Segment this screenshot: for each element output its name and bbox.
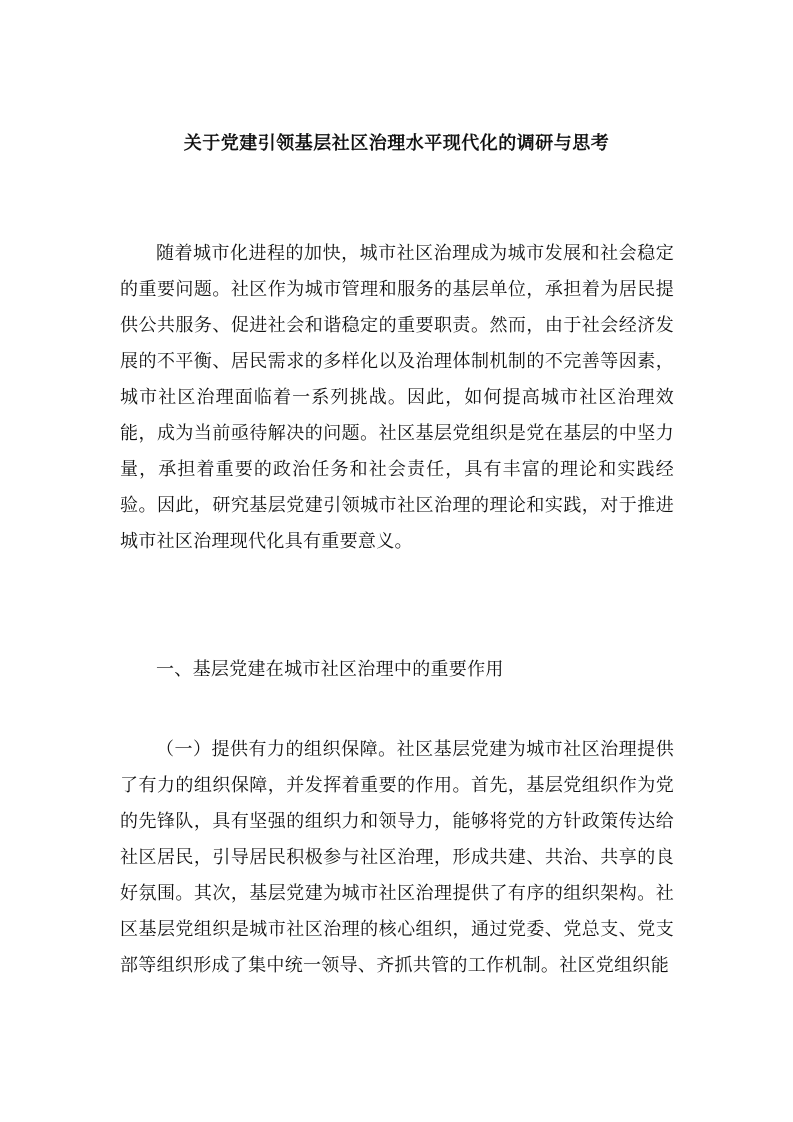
- document-title: 关于党建引领基层社区治理水平现代化的调研与思考: [183, 133, 610, 154]
- intro-paragraph: 随着城市化进程的加快，城市社区治理成为城市发展和社会稳定的重要问题。社区作为城市管理和服务的基层单位，承担着为居民提供公共服务、促进社会和谐稳定的重要职责。然而，由于社会经济发展的不平衡、居民需求的多样化以及治理体制机制的不完善等因素，城市社区治理面临着一系列挑战。因此，如何提高城市社区治理效能，成为当前亟待解决的问题。社区基层党组织是党在基层的中坚力量，承担着重要的政治任务和社会责任，具有丰富的理论和实践经验。因此，研究基层党建引领城市社区治理的理论和实践，对于推进城市社区治理现代化具有重要意义。: [120, 243, 674, 552]
- section-paragraph: （一）提供有力的组织保障。社区基层党建为城市社区治理提供了有力的组织保障，并发挥着重要的作用。首先，基层党组织作为党的先锋队，具有坚强的组织力和领导力，能够将党的方针政策传达给社区居民，引导居民积极参与社区治理，形成共建、共治、共享的良好氛围。其次，基层党建为城市社区治理提供了有序的组织架构。社区基层党组织是城市社区治理的核心组织，通过党委、党总支、党支部等组织形成了集中统一领导、齐抓共管的工作机制。社区党组织能: [120, 739, 674, 976]
- section-heading: 一、基层党建在城市社区治理中的重要作用: [156, 659, 504, 680]
